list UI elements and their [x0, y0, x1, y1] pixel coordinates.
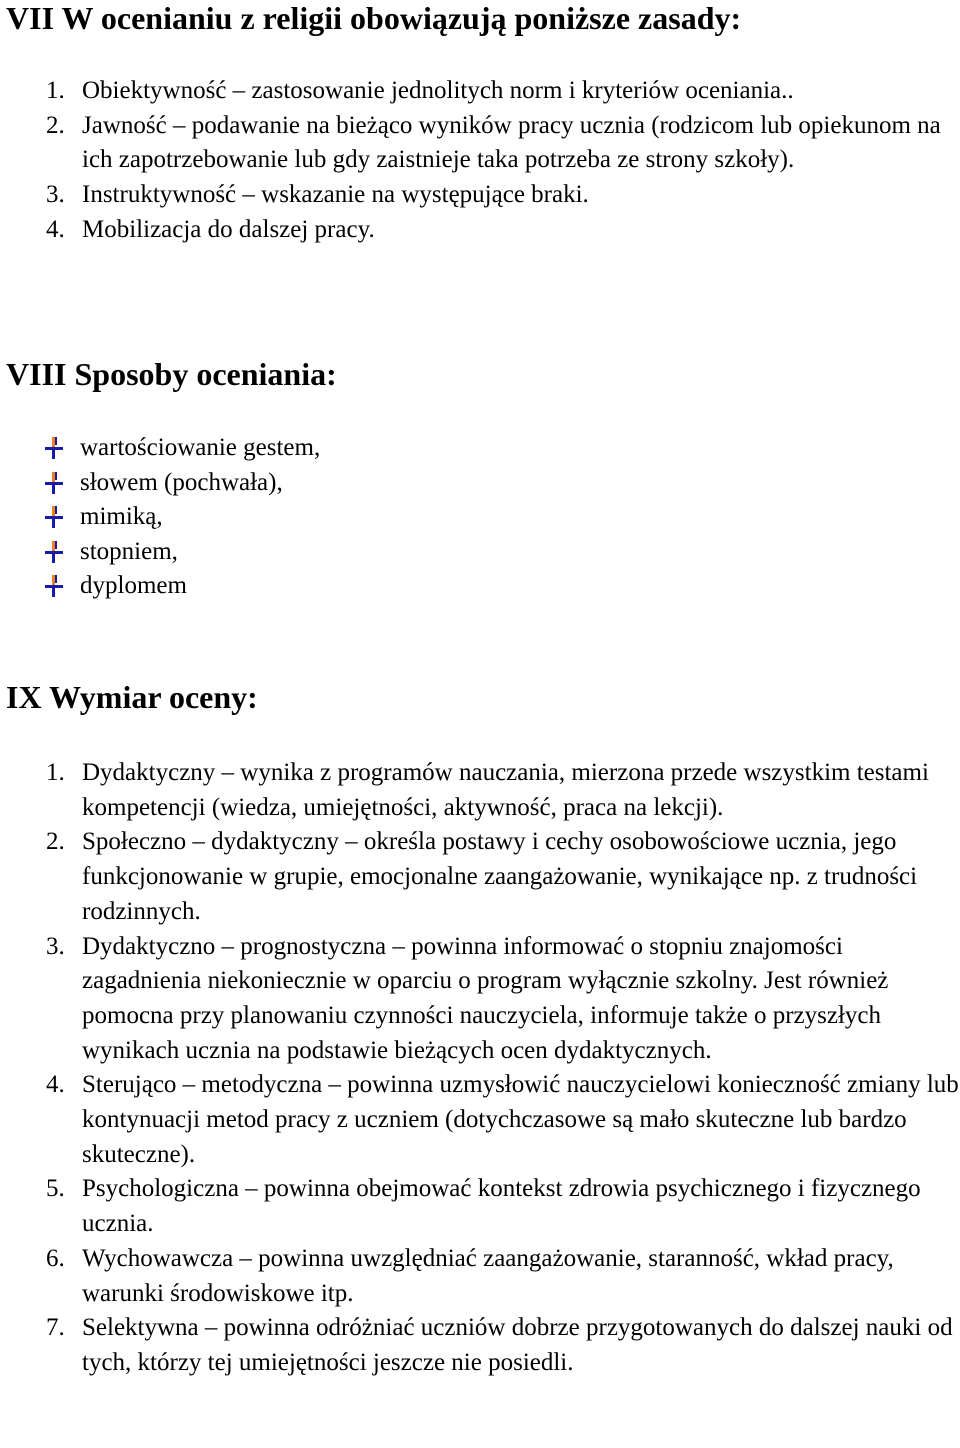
section-8-list — [0, 431, 320, 604]
item-text: Jawność – podawanie na bieżąco wyników pracy ucznia (rodzicom lub opiekunom na ich zapotrzebowanie lub gdy zaistnieje taka potrzeba ze strony szkoły). — [82, 111, 941, 174]
item-text: Sterująco – metodyczna – powinna uzmysłowić nauczycielowi konieczność zmiany lub kontynuacji metod pracy z uczniem (dotychczasowe są mało skuteczne lub bardzo skuteczne). — [82, 1071, 959, 1168]
item-text: Instruktywność – wskazanie na występujące braki. — [82, 181, 589, 209]
item-text: Psychologiczna – powinna obejmować kontekst zdrowia psychicznego i fizycznego ucznia. — [82, 1175, 921, 1238]
bullet-text: słowem (pochwała), — [80, 468, 283, 496]
item-number: 6. — [46, 1244, 65, 1272]
item-number: 1. — [46, 759, 65, 786]
item-number: 7. — [46, 1314, 65, 1342]
item-number: 1. — [46, 77, 65, 104]
list-item — [0, 1068, 960, 1172]
item-number: 3. — [46, 181, 65, 209]
item-number: 2. — [46, 111, 65, 139]
item-number: 4. — [46, 1071, 65, 1099]
arrow-bullet-icon — [40, 574, 68, 598]
list-item — [0, 109, 960, 178]
list-item — [0, 930, 960, 1069]
bullet-text: wartościowanie gestem, — [80, 434, 321, 461]
arrow-bullet-icon — [40, 505, 68, 529]
arrow-bullet-icon — [40, 540, 68, 564]
item-number: 3. — [46, 932, 65, 960]
list-item — [0, 466, 320, 501]
list-item — [0, 1311, 960, 1380]
list-item — [0, 500, 320, 535]
list-item — [0, 178, 960, 213]
arrow-bullet-icon — [40, 436, 68, 460]
list-item — [0, 74, 960, 109]
item-text: Wychowawcza – powinna uwzględniać zaangażowanie, staranność, wkład pracy, warunki środowiskowe itp. — [82, 1244, 894, 1307]
item-text: Obiektywność – zastosowanie jednolitych norm i kryteriów oceniania.. — [82, 77, 794, 104]
bullet-text: dyplomem — [80, 572, 187, 600]
section-7-list — [0, 74, 960, 248]
list-item — [0, 1172, 960, 1241]
section-7-heading: VII W ocenianiu z religii obowiązują poniższe zasady: — [6, 0, 742, 36]
item-text: Dydaktyczny – wynika z programów nauczania, mierzona przede wszystkim testami kompetencji (wiedza, umiejętności, aktywność, praca na lekcji). — [82, 759, 929, 821]
list-item — [0, 1242, 960, 1311]
item-text: Selektywna – powinna odróżniać uczniów dobrze przygotowanych do dalszej nauki od tych, którzy tej umiejętności jeszcze nie posiedli. — [82, 1314, 953, 1376]
item-text: Dydaktyczno – prognostyczna – powinna informować o stopniu znajomości zagadnienia niekoniecznie w oparciu o program wyłącznie szkolny. Jest również pomocna przy planowaniu czynności nauczyciela, informuje także o przyszłych wynikach ucznia na podstawie bieżących ocen dydaktycznych. — [82, 932, 889, 1064]
bullet-text: stopniem, — [80, 537, 178, 565]
bullet-text: mimiką, — [80, 503, 163, 531]
item-text: Mobilizacja do dalszej pracy. — [82, 215, 375, 243]
list-item — [0, 756, 960, 825]
item-text: Społeczno – dydaktyczny – określa postawy i cechy osobowościowe ucznia, jego funkcjonowanie w grupie, emocjonalne zaangażowanie, wynikające np. z trudności rodzinnych. — [82, 828, 918, 925]
list-item — [0, 431, 320, 466]
section-8-heading: VIII Sposoby oceniania: — [6, 356, 337, 392]
item-number: 4. — [46, 215, 65, 243]
list-item — [0, 535, 320, 570]
section-9-heading: IX Wymiar oceny: — [6, 679, 258, 715]
list-item — [0, 569, 320, 604]
section-9-list — [0, 756, 960, 1381]
arrow-bullet-icon — [40, 471, 68, 495]
item-number: 2. — [46, 828, 65, 856]
list-item — [0, 213, 960, 248]
list-item — [0, 825, 960, 929]
item-number: 5. — [46, 1175, 65, 1203]
